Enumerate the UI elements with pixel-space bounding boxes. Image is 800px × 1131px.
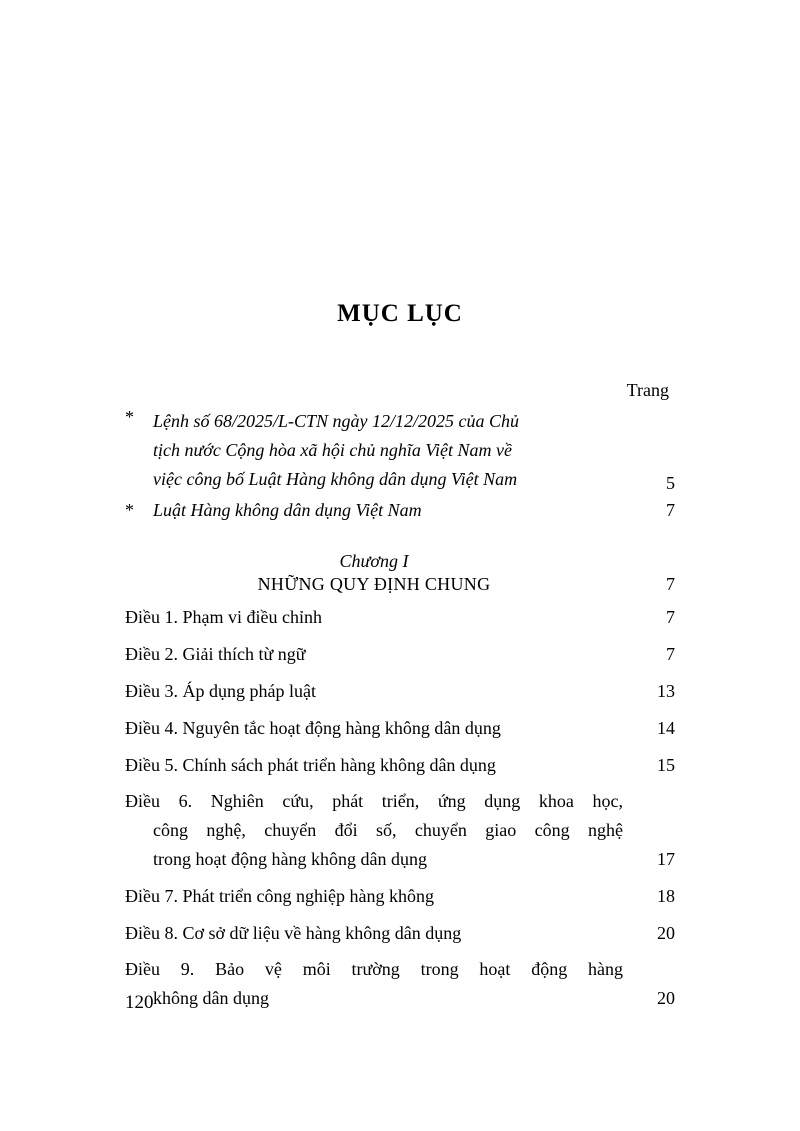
chapter-label: Chương I [339,551,409,572]
toc-front-entry-text [153,407,623,494]
toc-article-text [125,882,623,911]
toc-article-entry[interactable] [125,955,675,1013]
toc-page-number: 7 [666,607,675,628]
toc-line: Điều 9. Bảo vệ môi trường trong hoạt động hàng [125,959,623,980]
toc-page-number: 20 [657,922,675,943]
toc-page-number: 14 [657,717,675,738]
toc-front-entry-text [153,500,623,521]
toc-front-entry[interactable] [125,407,675,494]
toc-article-text [125,751,623,780]
toc-line: Điều 2. Giải thích từ ngữ [125,644,306,665]
toc-line: Điều 7. Phát triển công nghiệp hàng không [125,885,434,906]
toc-article-entry[interactable] [125,677,675,706]
toc-line: Điều 8. Cơ sở dữ liệu về hàng không dân dụng [125,922,462,943]
toc-article-entry[interactable] [125,787,675,873]
toc-article-entry[interactable] [125,603,675,632]
toc-article-text [125,603,623,632]
toc-page-number: 17 [657,849,675,870]
toc-article-text [125,955,623,1013]
toc-article-text [125,919,623,948]
toc-page-number: 7 [666,644,675,665]
bullet-star-icon: * [125,407,134,427]
toc-article-entry[interactable] [125,714,675,743]
toc-line: công nghệ, chuyển đổi số, chuyển giao công nghệ [153,820,623,841]
toc-line: không dân dụng [153,988,269,1009]
toc-article-entry[interactable] [125,919,675,948]
toc-line: tịch nước Cộng hòa xã hội chủ nghĩa Việt Nam về [153,440,513,461]
toc-page-number: 13 [657,681,675,702]
chapter-heading[interactable] [125,574,675,595]
toc-article-text [125,677,623,706]
toc-line-text: việc công bố Luật Hàng không dân dụng Việt Nam [153,469,518,490]
toc-page-number: 20 [657,988,675,1009]
toc-front-entry[interactable] [125,500,675,521]
toc-line: Luật Hàng không dân dụng Việt Nam [153,500,422,521]
toc-article-text [125,714,623,743]
toc-page-number: 7 [666,500,675,521]
toc-line: Điều 5. Chính sách phát triển hàng không dân dụng [125,754,496,775]
toc-article-text [125,787,623,873]
toc-line [153,465,623,494]
toc-line: Điều 6. Nghiên cứu, phát triển, ứng dụng khoa học, [125,791,623,812]
toc-content [125,0,675,1013]
folio-page-number: 120 [125,992,154,1013]
toc-page-number: 7 [666,574,675,595]
toc-line: Điều 1. Phạm vi điều chỉnh [125,607,322,628]
toc-page-number: 5 [666,473,675,494]
bullet-star-icon: * [125,500,134,521]
toc-article-entry[interactable] [125,882,675,911]
toc-page-number: 18 [657,885,675,906]
toc-line: Điều 4. Nguyên tắc hoạt động hàng không dân dụng [125,717,501,738]
toc-line: Lệnh số 68/2025/L-CTN ngày 12/12/2025 của Chủ [153,411,520,431]
toc-line: trong hoạt động hàng không dân dụng [153,849,427,870]
toc-article-text [125,640,623,669]
toc-article-entry[interactable] [125,640,675,669]
toc-article-entry[interactable] [125,751,675,780]
column-header-trang: Trang [626,380,669,400]
chapter-title: NHỮNG QUY ĐỊNH CHUNG [257,574,491,595]
toc-page-number: 15 [657,754,675,775]
toc-line: Điều 3. Áp dụng pháp luật [125,681,316,702]
page-title: MỤC LỤC [337,300,463,327]
